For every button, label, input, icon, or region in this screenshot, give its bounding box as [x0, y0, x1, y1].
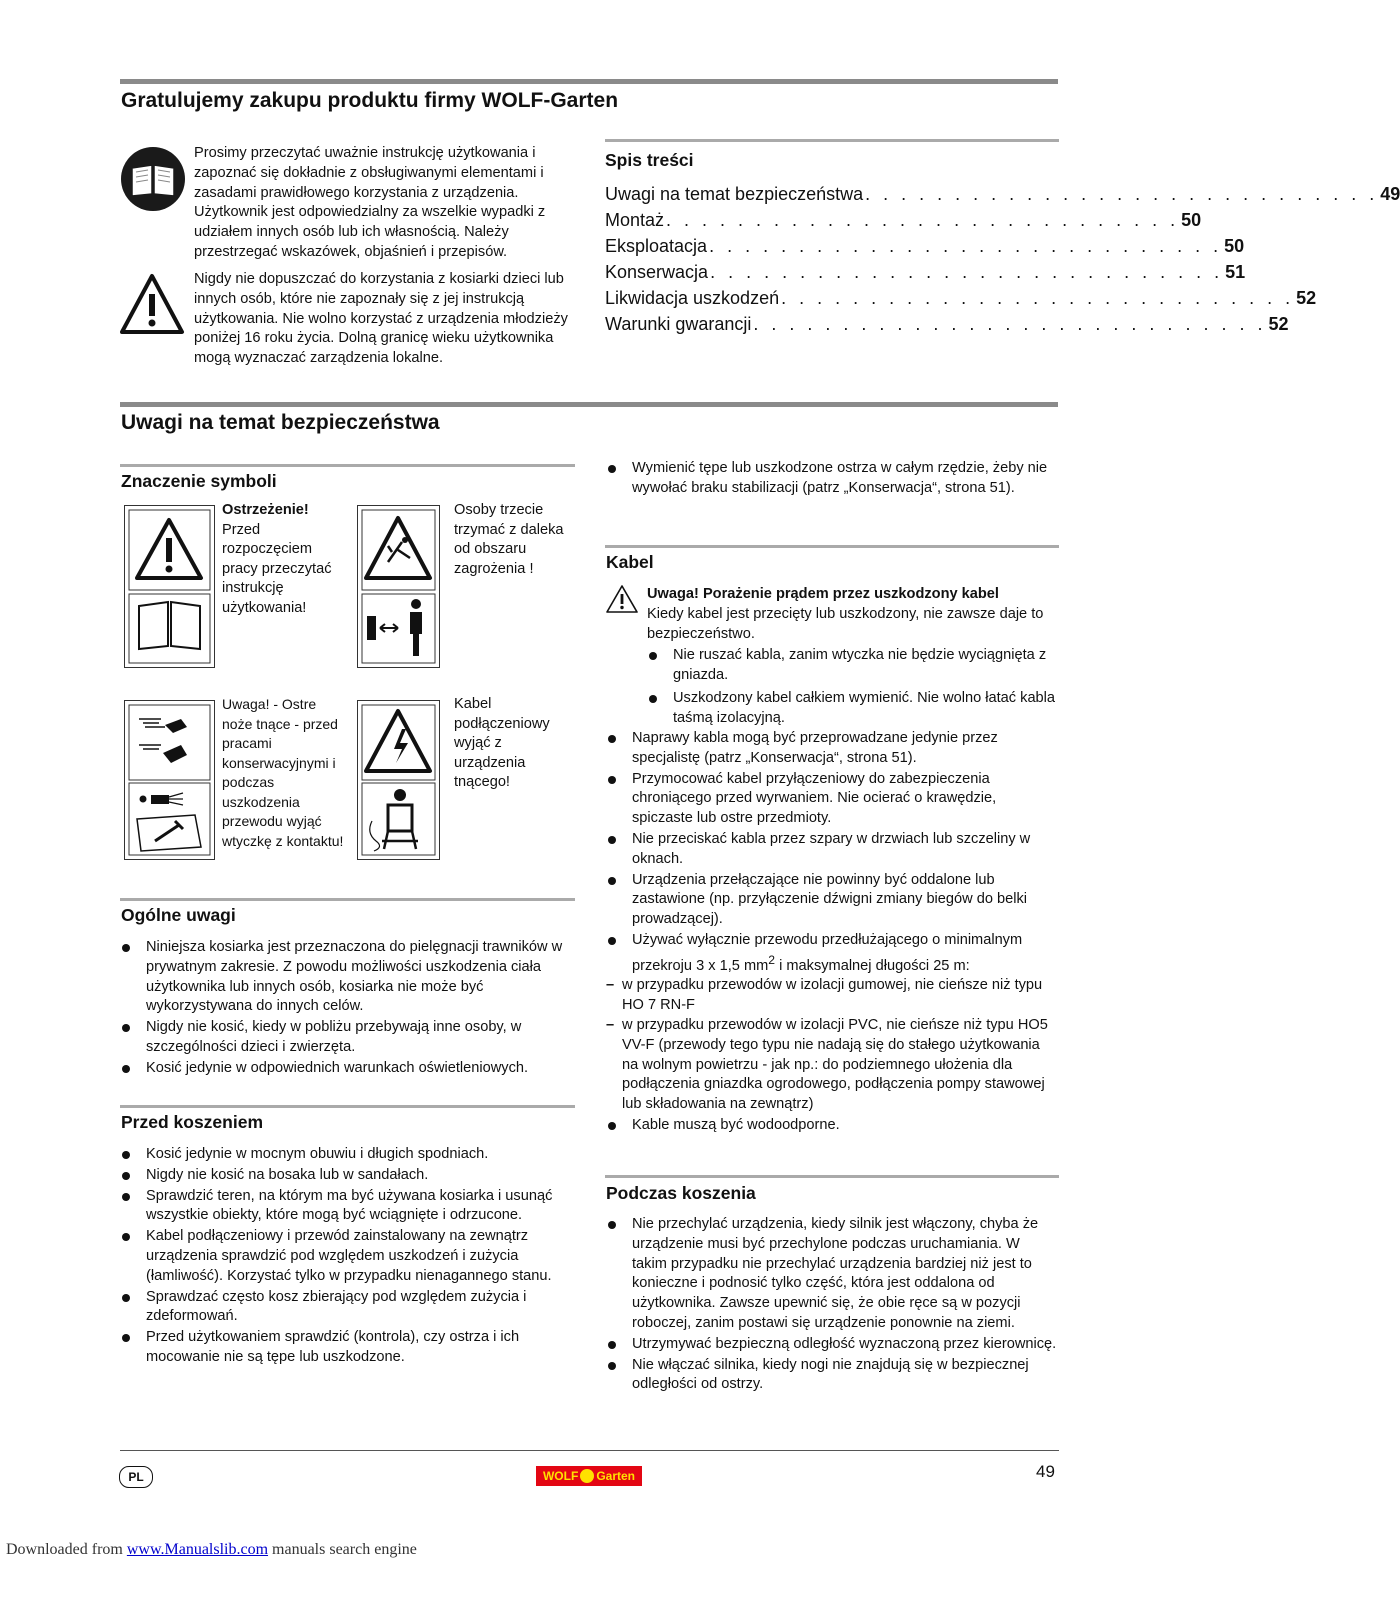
before-list [120, 1145, 575, 1369]
list-item: Utrzymywać bezpieczną odległość wyznaczoną przez kierownicę. [606, 1335, 1058, 1355]
list-item: Przymocować kabel przyłączeniowy do zabezpieczenia chroniącego przed wyrwaniem. Nie ocierać o krawędzie, spiczaste lub ostre przedmioty. [606, 770, 1058, 829]
list-item: Niniejsza kosiarka jest przeznaczona do pielęgnacji trawników w prywatnym zakresie. Z powodu możliwości uszkodzenia ciała użytkownika lub innych osób, kosiarka nie może być wykorzystywana do innych celów. [120, 938, 575, 1017]
toc-dots: . . . . . . . . . . . . . . . . . . . . . . . . . . . . . [865, 184, 1379, 204]
symbol-box-warning [124, 505, 215, 668]
subsection-rule [120, 898, 575, 901]
symbol-box-cable [357, 700, 440, 860]
intro-paragraph-1: Prosimy przeczytać uważnie instrukcję użytkowania i zapoznać się dokładnie z obsługiwanymi elementami i zasadami prawidłowego korzystania z urządzenia. Użytkownik jest odpowiedzialny za wszelkie wypadki z udziałem innych osób lub ich własnością. Należy przestrzegać wskazówek, objaśnień i przepisów. [194, 145, 546, 260]
dash-item: – w przypadku przewodów w izolacji gumowej, nie cieńsze niż typu HO 7 RN-F [606, 976, 1058, 1016]
toc-item[interactable] [605, 311, 1289, 337]
cable-warning-text: Kiedy kabel jest przecięty lub uszkodzony, nie zawsze daje to bezpieczeństwo. [647, 605, 1044, 642]
cable-warning-list [647, 646, 1059, 728]
list-item: Sprawdzać często kosz zbierający pod względem zużycia i zdeformowań. [120, 1288, 575, 1328]
subsection-rule [120, 1105, 575, 1108]
logo-text-left: WOLF [542, 1469, 579, 1483]
book-icon [120, 146, 186, 212]
list-item: Nigdy nie kosić, kiedy w pobliżu przebywają inne osoby, w szczególności dzieci i zwierzęta. [120, 1018, 575, 1058]
symbol-box-distance [357, 505, 440, 668]
download-suffix: manuals search engine [268, 1541, 417, 1558]
list-item: Nigdy nie kosić na bosaka lub w sandałach. [120, 1166, 575, 1186]
subsection-rule [120, 464, 575, 467]
logo-text-right: Garten [596, 1469, 635, 1483]
symbol-1-bold: Ostrzeżenie! [222, 502, 309, 518]
toc-item-page: 52 [1296, 288, 1317, 308]
page-number: 49 [1036, 1462, 1055, 1481]
general-title: Ogólne uwagi [121, 905, 236, 925]
kabel-title: Kabel [606, 552, 654, 572]
toc-dots: . . . . . . . . . . . . . . . . . . . . . . . . . . . . . [710, 262, 1224, 282]
warning-icon [119, 272, 185, 336]
toc-item-page: 50 [1181, 210, 1202, 230]
toc-item-label: Likwidacja uszkodzeń [605, 288, 780, 308]
safety-title: Uwagi na temat bezpieczeństwa [121, 411, 440, 434]
toc-title: Spis treści [605, 150, 694, 170]
toc-item-page: 50 [1224, 236, 1245, 256]
list-item: Nie ruszać kabla, zanim wtyczka nie będzie wyciągnięta z gniazda. [647, 646, 1059, 686]
extension-dash-list [606, 976, 1058, 1115]
intro-paragraph-2: Nigdy nie dopuszczać do korzystania z kosiarki dzieci lub innych osób, które nie zapoznały się z jej instrukcją użytkowania. Nie wolno korzystać z urządzenia młodzieży poniżej 16 roku życia. Dolną granicę wieku użytkownika mogą wyznaczać zarządzenia lokalne. [194, 271, 568, 367]
toc-item-page: 51 [1225, 262, 1246, 282]
toc-item-label: Uwagi na temat bezpieczeństwa [605, 184, 864, 204]
toc-item-label: Warunki gwarancji [605, 314, 752, 334]
toc-rule [605, 139, 1059, 142]
list-item: Naprawy kabla mogą być przeprowadzane jedynie przez specjalistę (patrz „Konserwacja“, strona 51). [606, 729, 1058, 769]
toc-item[interactable] [605, 285, 1317, 311]
list-item: Kosić jedynie w odpowiednich warunkach oświetleniowych. [120, 1059, 575, 1079]
symbols-title: Znaczenie symboli [121, 471, 277, 491]
language-badge [119, 1466, 153, 1488]
list-item: Nie włączać silnika, kiedy nogi nie znajdują się w bezpiecznej odległości od ostrzy. [606, 1356, 1058, 1396]
symbol-4-text: Kabel podłączeniowy wyjąć z urządzenia tnącego! [454, 696, 550, 790]
symbol-3-text: Uwaga! - Ostre noże tnące - przed pracami konserwacyjnymi i podczas uszkodzenia przewodu wyjąć wtyczkę z kontaktu! [222, 696, 344, 849]
general-list [120, 938, 575, 1080]
language-code: PL [128, 1470, 144, 1484]
toc-item[interactable] [605, 207, 1202, 233]
extension-text: Używać wyłącznie przewodu przedłużającego o minimalnym przekroju 3 x 1,5 mm [632, 931, 1023, 974]
subsection-rule [605, 545, 1059, 548]
toc-item[interactable] [605, 233, 1245, 259]
wolf-garten-logo [536, 1466, 642, 1486]
toc-item-label: Konserwacja [605, 262, 709, 282]
toc-list [605, 181, 1400, 337]
symbol-1-text [222, 501, 347, 618]
list-item: Urządzenia przełączające nie powinny być oddalone lub zastawione (np. przyłączenie dźwigni zmiany biegów do belki prowadzącej). [606, 871, 1058, 930]
toc-item-label: Eksploatacja [605, 236, 708, 256]
during-title: Podczas koszenia [606, 1183, 756, 1203]
symbol-box-blades [124, 700, 215, 860]
cable-warning [647, 585, 1059, 730]
blades-list [606, 459, 1058, 500]
toc-item-page: 49 [1380, 184, 1400, 204]
before-title: Przed koszeniem [121, 1112, 263, 1132]
cable-warning-title: Uwaga! Porażenie prądem przez uszkodzony kabel [647, 586, 999, 602]
toc-item-page: 52 [1268, 314, 1289, 334]
toc-dots: . . . . . . . . . . . . . . . . . . . . . . . . . . . . . [781, 288, 1295, 308]
list-item [606, 931, 1058, 1115]
list-item: Sprawdzić teren, na którym ma być używana kosiarka i usunąć wszystkie obiekty, które mogą być wciągnięte i odrzucone. [120, 1187, 575, 1227]
manualslib-link[interactable]: www.Manualslib.com [126, 1541, 269, 1558]
toc-item-label: Montaż [605, 210, 665, 230]
extension-text-end: i maksymalnej długości 25 m: [775, 957, 970, 974]
list-item: Uszkodzony kabel całkiem wymienić. Nie wolno łatać kabla taśmą izolacyjną. [647, 689, 1059, 729]
page-title: Gratulujemy zakupu produktu firmy WOLF-Garten [121, 89, 619, 112]
subsection-rule [605, 1175, 1059, 1178]
cable-list [606, 729, 1058, 1137]
during-list [606, 1215, 1058, 1396]
section-rule [120, 402, 1058, 407]
toc-dots: . . . . . . . . . . . . . . . . . . . . . . . . . . . . . [709, 236, 1223, 256]
extension-sup: 2 [768, 952, 776, 967]
symbol-2-text: Osoby trzecie trzymać z daleka od obszaru zagrożenia ! [454, 502, 564, 577]
list-item: Przed użytkowaniem sprawdzić (kontrola), czy ostrza i ich mocowanie nie są tępe lub uszkodzone. [120, 1328, 575, 1368]
footer-rule [120, 1450, 1059, 1451]
list-item: Nie przeciskać kabla przez szpary w drzwiach lub szczeliny w oknach. [606, 830, 1058, 870]
list-item: Kable muszą być wodoodporne. [606, 1116, 1058, 1136]
download-notice [6, 1541, 417, 1559]
header-rule [120, 79, 1058, 84]
dash-item: – w przypadku przewodów w izolacji PVC, nie cieńsze niż typu HO5 VV-F (przewody tego typu nie nadają się do stałego użytkowania na wolnym powietrzu - jak np.: do podziemnego ułożenia dla podłączenia gniazdka ogrodowego, podłączenia pompy stawowej lub składowania na zewnątrz) [606, 1016, 1058, 1115]
list-item: Kabel podłączeniowy i przewód zainstalowany na zewnątrz urządzenia sprawdzić pod względem uszkodzeń i zużycia (łamliwość). Korzystać tylko w przypadku nienagannego stanu. [120, 1227, 575, 1286]
cable-warning-icon [605, 584, 639, 614]
download-prefix: Downloaded from [6, 1541, 127, 1558]
list-item: Kosić jedynie w mocnym obuwiu i długich spodniach. [120, 1145, 575, 1165]
list-item: Nie przechylać urządzenia, kiedy silnik jest włączony, chyba że urządzenie musi być przechylone podczas uruchamiania. W takim przypadku nie przechylać urządzenia bardziej niż jest to konieczne i podnosić tylko część, która jest oddalona od użytkownika. Zawsze upewnić się, że obie ręce są w pozycji roboczej, zanim postawi się urządzenie ponownie na ziemi. [606, 1215, 1058, 1334]
toc-dots: . . . . . . . . . . . . . . . . . . . . . . . . . . . . . [753, 314, 1267, 334]
symbol-1-desc: Przed rozpoczęciem pracy przeczytać instrukcję użytkowania! [222, 521, 332, 616]
logo-wolf-icon [580, 1469, 594, 1483]
list-item: Wymienić tępe lub uszkodzone ostrza w całym rzędzie, żeby nie wywołać braku stabilizacji (patrz „Konserwacja“, strona 51). [606, 459, 1058, 499]
toc-dots: . . . . . . . . . . . . . . . . . . . . . . . . . . . . . [666, 210, 1180, 230]
toc-item[interactable] [605, 259, 1246, 285]
toc-item[interactable] [605, 181, 1400, 207]
